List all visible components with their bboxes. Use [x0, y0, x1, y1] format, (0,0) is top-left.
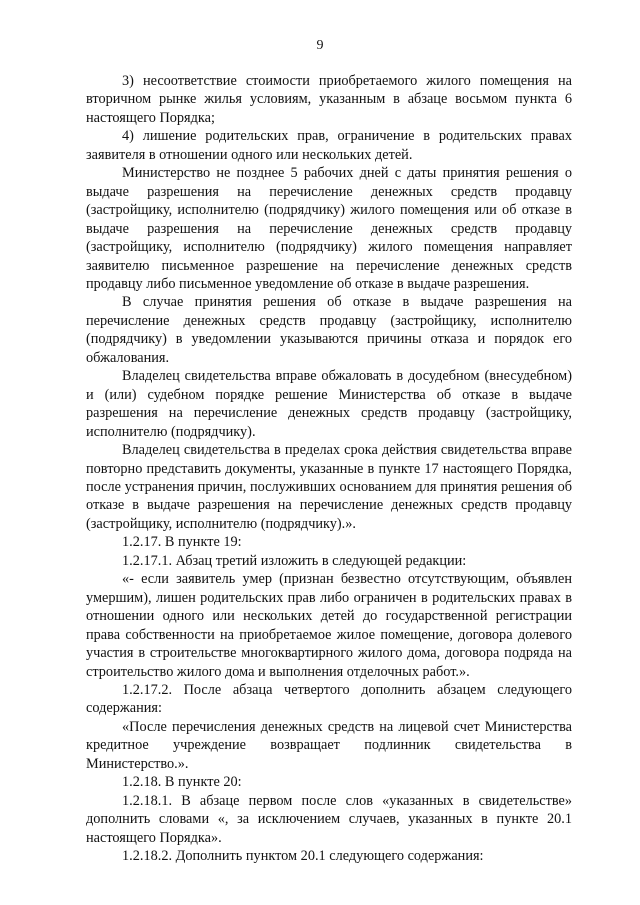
- paragraph: В случае принятия решения об отказе в выдаче разрешения на перечисление денежных средств продавцу (застройщику, исполнителю (подрядчику) в уведомлении указываются причины отказа и порядок его обжалования.: [86, 294, 572, 366]
- paragraph: 1.2.18.1. В абзаце первом после слов «указанных в свидетельстве» дополнить словами «, за исключением случаев, указанных в пункте 20.1 настоящего Порядка».: [86, 792, 572, 846]
- paragraph: «После перечисления денежных средств на лицевой счет Министерства кредитное учреждение возвращает подлинник свидетельства в Министерство.».: [86, 718, 572, 772]
- paragraph: Министерство не позднее 5 рабочих дней с даты принятия решения о выдаче разрешения на перечисление денежных средств продавцу (застройщику, исполнителю (подрядчику) жилого помещения или об отказе в выдаче разрешения на перечисление денежных средств продавцу (застройщику, исполнителю (подрядчику) жилого помещения направляет заявителю письменное разрешение на перечисление денежных средств продавцу либо письменное уведомление об отказе в выдаче разрешения.: [86, 165, 572, 292]
- paragraph: Владелец свидетельства вправе обжаловать в досудебном (внесудебном) и (или) судебном порядке решение Министерства об отказе в выдаче разрешения на перечисление денежных средств продавцу (застройщику, исполнителю (подрядчику).: [86, 368, 572, 440]
- paragraph: 1.2.17. В пункте 19:: [122, 534, 242, 551]
- paragraph: 1.2.17.1. Абзац третий изложить в следующей редакции:: [122, 552, 467, 569]
- paragraph: 1.2.18. В пункте 20:: [122, 774, 242, 791]
- paragraph: 1.2.18.2. Дополнить пунктом 20.1 следующего содержания:: [122, 848, 484, 865]
- page-number: 9: [316, 38, 324, 53]
- paragraph: Владелец свидетельства в пределах срока действия свидетельства вправе повторно представить документы, указанные в пункте 17 настоящего Порядка, после устранения причин, послуживших основанием для принятия решения об отказе в выдаче разрешения на перечисление денежных средств продавцу (застройщику, исполнителю (подрядчику).».: [86, 442, 572, 532]
- document-body: [86, 72, 572, 865]
- paragraph: 3) несоответствие стоимости приобретаемого жилого помещения на вторичном рынке жилья условиям, указанным в абзаце восьмом пункта 6 настоящего Порядка;: [86, 73, 572, 126]
- paragraph: 1.2.17.2. После абзаца четвертого дополнить абзацем следующего содержания:: [86, 681, 572, 717]
- paragraph: «- если заявитель умер (признан безвестно отсутствующим, объявлен умершим), лишен родительских прав либо ограничен в родительских правах в отношении одного или нескольких детей до государственной регистрации права собственности на приобретаемое жилое помещение, договора долевого участия в строительстве многоквартирного жилого дома, договора подряда на строительство жилого дома и выполнения отделочных работ.».: [86, 571, 572, 680]
- paragraph: 4) лишение родительских прав, ограничение в родительских правах заявителя в отношении одного или нескольких детей.: [86, 128, 572, 163]
